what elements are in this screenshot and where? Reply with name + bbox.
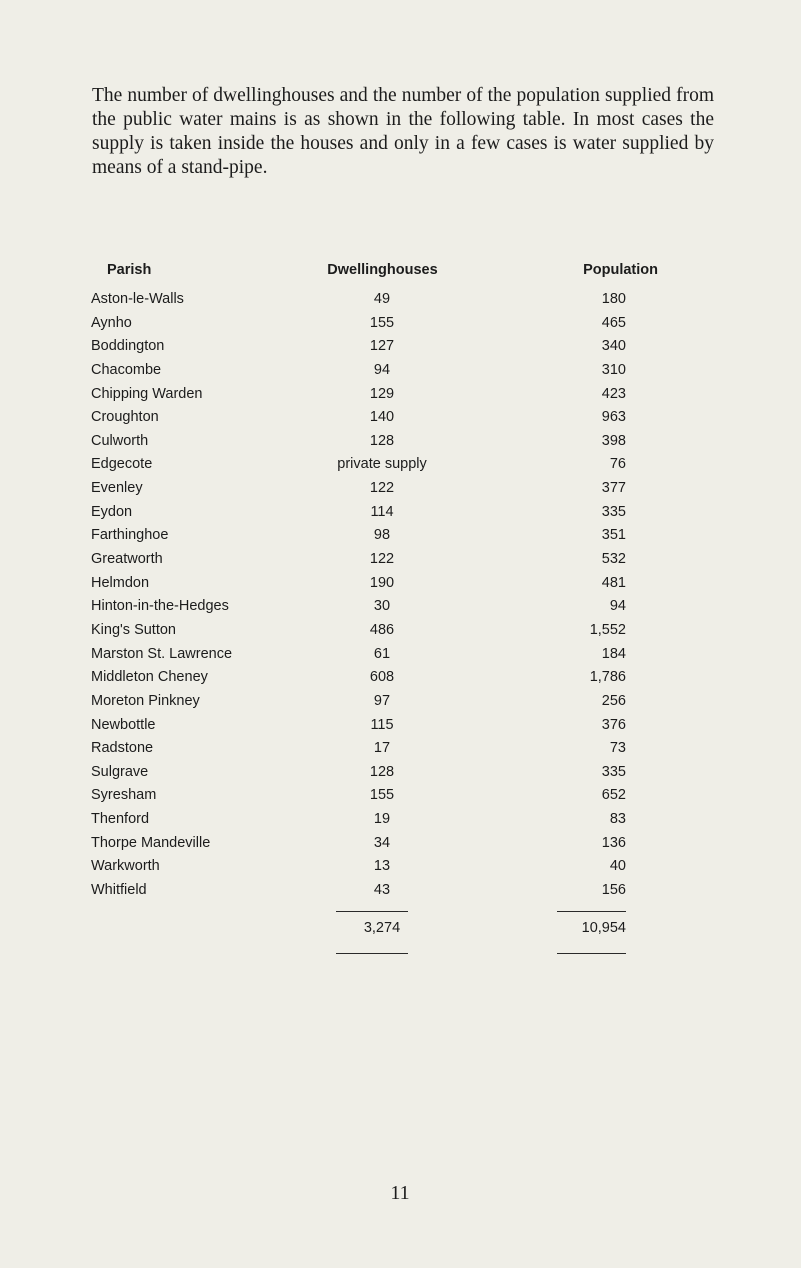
cell-dwellinghouses: 19 bbox=[373, 811, 391, 828]
cell-population: 76 bbox=[609, 456, 626, 473]
cell-dwellinghouses: 34 bbox=[373, 834, 391, 851]
cell-population: 652 bbox=[601, 787, 626, 804]
cell-population: 351 bbox=[601, 527, 626, 544]
cell-population: 40 bbox=[609, 858, 626, 875]
cell-population: 83 bbox=[609, 811, 626, 828]
cell-parish: Evenley bbox=[91, 480, 143, 497]
cell-population: 156 bbox=[601, 882, 626, 899]
cell-parish: Thenford bbox=[91, 811, 150, 828]
cell-dwellinghouses: 129 bbox=[369, 385, 395, 402]
table-row bbox=[0, 716, 801, 740]
cell-population: 180 bbox=[601, 291, 626, 307]
table-row bbox=[0, 574, 801, 598]
cell-dwellinghouses: 13 bbox=[373, 858, 391, 875]
cell-parish: Aynho bbox=[91, 314, 132, 331]
table-body bbox=[0, 290, 801, 905]
cell-population: 73 bbox=[609, 740, 626, 757]
cell-parish: Boddington bbox=[91, 338, 165, 355]
cell-population: 465 bbox=[601, 314, 626, 331]
cell-parish: Syresham bbox=[91, 787, 157, 804]
table-row bbox=[0, 810, 801, 834]
table-row bbox=[0, 763, 801, 787]
table-row bbox=[0, 786, 801, 810]
cell-population: 335 bbox=[601, 503, 626, 520]
table-row bbox=[0, 408, 801, 432]
cell-dwellinghouses: 98 bbox=[373, 527, 391, 544]
table-row bbox=[0, 479, 801, 503]
cell-population: 310 bbox=[601, 361, 626, 378]
cell-dwellinghouses: 155 bbox=[369, 787, 395, 804]
cell-dwellinghouses: 114 bbox=[370, 503, 394, 520]
cell-dwellinghouses: 155 bbox=[369, 314, 395, 331]
cell-dwellinghouses: 608 bbox=[369, 669, 395, 686]
total-rule-population-bottom bbox=[557, 953, 626, 954]
total-population: 10,954 bbox=[581, 920, 626, 936]
cell-dwellinghouses: 61 bbox=[373, 645, 391, 662]
cell-dwellinghouses: private supply bbox=[337, 456, 427, 473]
total-dwellinghouses: 3,274 bbox=[363, 920, 401, 936]
cell-population: 340 bbox=[601, 338, 626, 355]
cell-parish: Thorpe Mandeville bbox=[91, 834, 211, 851]
table-row bbox=[0, 881, 801, 905]
cell-dwellinghouses: 17 bbox=[373, 740, 391, 757]
cell-parish: Eydon bbox=[91, 503, 133, 520]
table-row bbox=[0, 692, 801, 716]
cell-dwellinghouses: 115 bbox=[370, 716, 394, 733]
cell-parish: Hinton-in-the-Hedges bbox=[91, 598, 229, 615]
total-rule-dwellinghouses-top bbox=[336, 911, 408, 912]
cell-population: 1,786 bbox=[589, 669, 626, 686]
cell-parish: King's Sutton bbox=[91, 621, 176, 638]
cell-population: 423 bbox=[601, 385, 626, 402]
table-row bbox=[0, 361, 801, 385]
cell-dwellinghouses: 127 bbox=[369, 338, 395, 355]
table-row bbox=[0, 645, 801, 669]
header-parish: Parish bbox=[107, 262, 152, 278]
cell-parish: Helmdon bbox=[91, 574, 150, 591]
table-row bbox=[0, 597, 801, 621]
cell-parish: Sulgrave bbox=[91, 763, 149, 780]
cell-dwellinghouses: 128 bbox=[369, 763, 395, 780]
cell-dwellinghouses: 43 bbox=[373, 882, 391, 899]
cell-population: 376 bbox=[601, 716, 626, 733]
table-row bbox=[0, 455, 801, 479]
cell-dwellinghouses: 30 bbox=[373, 598, 391, 615]
cell-dwellinghouses: 128 bbox=[369, 432, 395, 449]
table-row bbox=[0, 385, 801, 409]
cell-population: 256 bbox=[601, 692, 626, 709]
cell-parish: Marston St. Lawrence bbox=[91, 645, 233, 662]
header-dwellinghouses: Dwellinghouses bbox=[327, 262, 438, 278]
table-row bbox=[0, 432, 801, 456]
cell-parish: Farthinghoe bbox=[91, 527, 169, 544]
cell-parish: Moreton Pinkney bbox=[91, 692, 200, 709]
table-row bbox=[0, 834, 801, 858]
table-row bbox=[0, 550, 801, 574]
cell-dwellinghouses: 94 bbox=[373, 361, 391, 378]
intro-paragraph: The number of dwellinghouses and the number of the population supplied from the public water mains is as shown in the following table. In most cases the supply is taken inside the houses and only in a few cases is water supplied by means of a stand-pipe. bbox=[92, 85, 714, 178]
table-row bbox=[0, 668, 801, 692]
cell-parish: Chipping Warden bbox=[91, 385, 203, 402]
cell-parish: Edgecote bbox=[91, 456, 153, 473]
cell-parish: Newbottle bbox=[91, 716, 156, 733]
table-row bbox=[0, 621, 801, 645]
cell-population: 532 bbox=[601, 551, 626, 568]
table-row bbox=[0, 337, 801, 361]
cell-dwellinghouses: 140 bbox=[369, 409, 395, 426]
cell-parish: Warkworth bbox=[91, 858, 160, 875]
cell-population: 136 bbox=[601, 834, 626, 851]
cell-parish: Aston-le-Walls bbox=[91, 291, 184, 307]
cell-population: 398 bbox=[601, 432, 626, 449]
total-rule-dwellinghouses-bottom bbox=[336, 953, 408, 954]
cell-dwellinghouses: 190 bbox=[369, 574, 395, 591]
header-population: Population bbox=[583, 262, 658, 278]
cell-population: 184 bbox=[601, 645, 626, 662]
cell-population: 335 bbox=[601, 763, 626, 780]
cell-parish: Middleton Cheney bbox=[91, 669, 208, 686]
cell-dwellinghouses: 122 bbox=[369, 480, 395, 497]
total-rule-population-top bbox=[557, 911, 626, 912]
cell-population: 1,552 bbox=[589, 621, 626, 638]
cell-dwellinghouses: 49 bbox=[373, 291, 391, 307]
cell-population: 481 bbox=[601, 574, 626, 591]
page-number: 11 bbox=[390, 1182, 410, 1204]
cell-population: 94 bbox=[609, 598, 626, 615]
cell-parish: Chacombe bbox=[91, 361, 162, 378]
cell-dwellinghouses: 486 bbox=[369, 621, 395, 638]
table-row bbox=[0, 503, 801, 527]
cell-population: 963 bbox=[601, 409, 626, 426]
cell-parish: Culworth bbox=[91, 432, 149, 449]
cell-parish: Greatworth bbox=[91, 551, 163, 568]
cell-parish: Croughton bbox=[91, 409, 159, 426]
cell-dwellinghouses: 97 bbox=[373, 692, 391, 709]
cell-parish: Whitfield bbox=[91, 882, 147, 899]
cell-population: 377 bbox=[601, 480, 626, 497]
table-row bbox=[0, 314, 801, 338]
table-row bbox=[0, 290, 801, 314]
table-row bbox=[0, 857, 801, 881]
table-row bbox=[0, 526, 801, 550]
table-row bbox=[0, 739, 801, 763]
cell-parish: Radstone bbox=[91, 740, 154, 757]
cell-dwellinghouses: 122 bbox=[369, 551, 395, 568]
